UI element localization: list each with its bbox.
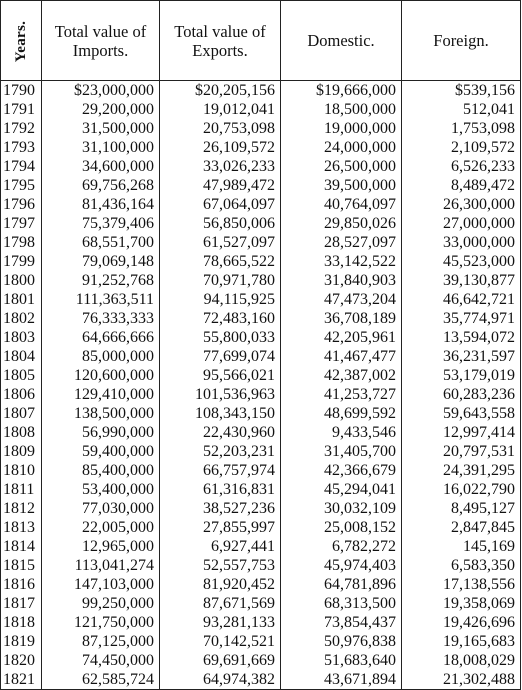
domestic-cell: 24,000,000 xyxy=(281,139,402,158)
domestic-cell: 50,976,838 xyxy=(281,632,402,651)
table-row xyxy=(1,253,521,272)
imports-cell: 31,100,000 xyxy=(42,139,160,158)
exports-cell: 69,691,669 xyxy=(160,651,281,670)
domestic-cell: 31,840,903 xyxy=(281,272,402,291)
domestic-cell: 73,854,437 xyxy=(281,613,402,632)
table-row xyxy=(1,575,521,594)
imports-cell: 87,125,000 xyxy=(42,632,160,651)
exports-cell: 33,026,233 xyxy=(160,158,281,177)
exports-cell: 19,012,041 xyxy=(160,101,281,120)
table-row xyxy=(1,386,521,405)
imports-cell: 76,333,333 xyxy=(42,310,160,329)
table-row xyxy=(1,310,521,329)
exports-cell: 27,855,997 xyxy=(160,518,281,537)
exports-cell: 61,316,831 xyxy=(160,480,281,499)
foreign-cell: 6,526,233 xyxy=(402,158,521,177)
table-row xyxy=(1,120,521,139)
foreign-cell: 13,594,072 xyxy=(402,329,521,348)
exports-cell: 95,566,021 xyxy=(160,367,281,386)
imports-cell: 29,200,000 xyxy=(42,101,160,120)
table-row xyxy=(1,272,521,291)
year-cell: 1802 xyxy=(1,310,42,329)
domestic-cell: 30,032,109 xyxy=(281,499,402,518)
table-row xyxy=(1,139,521,158)
exports-cell: 22,430,960 xyxy=(160,423,281,442)
exports-cell: 78,665,522 xyxy=(160,253,281,272)
foreign-cell: 2,109,572 xyxy=(402,139,521,158)
domestic-cell: 64,781,896 xyxy=(281,575,402,594)
year-cell: 1812 xyxy=(1,499,42,518)
year-cell: 1818 xyxy=(1,613,42,632)
exports-cell: 108,343,150 xyxy=(160,404,281,423)
exports-cell: 70,971,780 xyxy=(160,272,281,291)
year-cell: 1797 xyxy=(1,215,42,234)
year-cell: 1803 xyxy=(1,329,42,348)
exports-cell: 38,527,236 xyxy=(160,499,281,518)
imports-cell: 74,450,000 xyxy=(42,651,160,670)
foreign-cell: 8,495,127 xyxy=(402,499,521,518)
imports-cell: 69,756,268 xyxy=(42,177,160,196)
header-imports: Total value of Imports. xyxy=(42,1,160,81)
exports-cell: 94,115,925 xyxy=(160,291,281,310)
foreign-cell: 39,130,877 xyxy=(402,272,521,291)
domestic-cell: 26,500,000 xyxy=(281,158,402,177)
domestic-cell: 29,850,026 xyxy=(281,215,402,234)
year-cell: 1795 xyxy=(1,177,42,196)
exports-cell: 72,483,160 xyxy=(160,310,281,329)
year-cell: 1807 xyxy=(1,404,42,423)
foreign-cell: 21,302,488 xyxy=(402,670,521,689)
imports-cell: 138,500,000 xyxy=(42,404,160,423)
table-row xyxy=(1,348,521,367)
header-row xyxy=(1,1,521,81)
table-row xyxy=(1,215,521,234)
year-cell: 1813 xyxy=(1,518,42,537)
table-row xyxy=(1,632,521,651)
imports-cell: 56,990,000 xyxy=(42,423,160,442)
domestic-cell: 42,205,961 xyxy=(281,329,402,348)
header-years xyxy=(1,1,42,81)
exports-cell: 81,920,452 xyxy=(160,575,281,594)
exports-cell: 67,064,097 xyxy=(160,196,281,215)
imports-cell: 85,000,000 xyxy=(42,348,160,367)
exports-cell: 20,753,098 xyxy=(160,120,281,139)
year-cell: 1794 xyxy=(1,158,42,177)
imports-cell: 111,363,511 xyxy=(42,291,160,310)
foreign-cell: 24,391,295 xyxy=(402,461,521,480)
table-row xyxy=(1,480,521,499)
foreign-cell: 36,231,597 xyxy=(402,348,521,367)
year-cell: 1804 xyxy=(1,348,42,367)
imports-cell: 62,585,724 xyxy=(42,670,160,689)
year-cell: 1805 xyxy=(1,367,42,386)
table-row xyxy=(1,651,521,670)
exports-cell: 52,203,231 xyxy=(160,442,281,461)
foreign-cell: 145,169 xyxy=(402,537,521,556)
year-cell: 1821 xyxy=(1,670,42,689)
year-cell: 1799 xyxy=(1,253,42,272)
table-row xyxy=(1,404,521,423)
exports-cell: 70,142,521 xyxy=(160,632,281,651)
imports-cell: 31,500,000 xyxy=(42,120,160,139)
table-row xyxy=(1,537,521,556)
imports-cell: $23,000,000 xyxy=(42,81,160,101)
exports-cell: 66,757,974 xyxy=(160,461,281,480)
foreign-cell: 512,041 xyxy=(402,101,521,120)
exports-cell: 101,536,963 xyxy=(160,386,281,405)
domestic-cell: 9,433,546 xyxy=(281,423,402,442)
foreign-cell: 19,426,696 xyxy=(402,613,521,632)
imports-cell: 99,250,000 xyxy=(42,594,160,613)
imports-cell: 113,041,274 xyxy=(42,556,160,575)
imports-cell: 75,379,406 xyxy=(42,215,160,234)
table-row xyxy=(1,291,521,310)
foreign-cell: 8,489,472 xyxy=(402,177,521,196)
imports-cell: 121,750,000 xyxy=(42,613,160,632)
domestic-cell: 40,764,097 xyxy=(281,196,402,215)
table-row xyxy=(1,234,521,253)
domestic-cell: 45,974,403 xyxy=(281,556,402,575)
year-cell: 1815 xyxy=(1,556,42,575)
foreign-cell: 2,847,845 xyxy=(402,518,521,537)
foreign-cell: 26,300,000 xyxy=(402,196,521,215)
year-cell: 1819 xyxy=(1,632,42,651)
table-row xyxy=(1,518,521,537)
imports-cell: 34,600,000 xyxy=(42,158,160,177)
imports-cell: 12,965,000 xyxy=(42,537,160,556)
year-cell: 1793 xyxy=(1,139,42,158)
imports-cell: 53,400,000 xyxy=(42,480,160,499)
foreign-cell: 6,583,350 xyxy=(402,556,521,575)
table-row xyxy=(1,499,521,518)
table-row xyxy=(1,594,521,613)
table-row xyxy=(1,461,521,480)
year-cell: 1817 xyxy=(1,594,42,613)
foreign-cell: 20,797,531 xyxy=(402,442,521,461)
domestic-cell: 18,500,000 xyxy=(281,101,402,120)
foreign-cell: 53,179,019 xyxy=(402,367,521,386)
imports-cell: 64,666,666 xyxy=(42,329,160,348)
year-cell: 1811 xyxy=(1,480,42,499)
domestic-cell: 33,142,522 xyxy=(281,253,402,272)
year-cell: 1816 xyxy=(1,575,42,594)
foreign-cell: 60,283,236 xyxy=(402,386,521,405)
domestic-cell: 42,387,002 xyxy=(281,367,402,386)
year-cell: 1808 xyxy=(1,423,42,442)
table-row xyxy=(1,670,521,689)
exports-cell: 77,699,074 xyxy=(160,348,281,367)
foreign-cell: $539,156 xyxy=(402,81,521,101)
domestic-cell: 68,313,500 xyxy=(281,594,402,613)
foreign-cell: 19,165,683 xyxy=(402,632,521,651)
foreign-cell: 33,000,000 xyxy=(402,234,521,253)
foreign-cell: 1,753,098 xyxy=(402,120,521,139)
exports-cell: 87,671,569 xyxy=(160,594,281,613)
domestic-cell: 51,683,640 xyxy=(281,651,402,670)
header-foreign: Foreign. xyxy=(402,1,521,81)
imports-cell: 120,600,000 xyxy=(42,367,160,386)
exports-cell: 6,927,441 xyxy=(160,537,281,556)
foreign-cell: 16,022,790 xyxy=(402,480,521,499)
year-cell: 1800 xyxy=(1,272,42,291)
imports-cell: 147,103,000 xyxy=(42,575,160,594)
domestic-cell: 25,008,152 xyxy=(281,518,402,537)
year-cell: 1806 xyxy=(1,386,42,405)
domestic-cell: 48,699,592 xyxy=(281,404,402,423)
domestic-cell: 19,000,000 xyxy=(281,120,402,139)
domestic-cell: 41,253,727 xyxy=(281,386,402,405)
table-row xyxy=(1,329,521,348)
domestic-cell: $19,666,000 xyxy=(281,81,402,101)
foreign-cell: 59,643,558 xyxy=(402,404,521,423)
domestic-cell: 39,500,000 xyxy=(281,177,402,196)
domestic-cell: 28,527,097 xyxy=(281,234,402,253)
foreign-cell: 18,008,029 xyxy=(402,651,521,670)
year-cell: 1791 xyxy=(1,101,42,120)
foreign-cell: 19,358,069 xyxy=(402,594,521,613)
table-header xyxy=(1,1,521,81)
domestic-cell: 45,294,041 xyxy=(281,480,402,499)
foreign-cell: 45,523,000 xyxy=(402,253,521,272)
year-cell: 1792 xyxy=(1,120,42,139)
table-row xyxy=(1,101,521,120)
header-years-label: Years. xyxy=(13,20,30,63)
year-cell: 1809 xyxy=(1,442,42,461)
exports-cell: 52,557,753 xyxy=(160,556,281,575)
header-domestic: Domestic. xyxy=(281,1,402,81)
imports-cell: 85,400,000 xyxy=(42,461,160,480)
exports-cell: 55,800,033 xyxy=(160,329,281,348)
imports-cell: 77,030,000 xyxy=(42,499,160,518)
exports-cell: 61,527,097 xyxy=(160,234,281,253)
table-row xyxy=(1,442,521,461)
imports-cell: 22,005,000 xyxy=(42,518,160,537)
domestic-cell: 43,671,894 xyxy=(281,670,402,689)
foreign-cell: 17,138,556 xyxy=(402,575,521,594)
exports-cell: 56,850,006 xyxy=(160,215,281,234)
domestic-cell: 31,405,700 xyxy=(281,442,402,461)
table-row xyxy=(1,177,521,196)
imports-cell: 68,551,700 xyxy=(42,234,160,253)
domestic-cell: 42,366,679 xyxy=(281,461,402,480)
foreign-cell: 35,774,971 xyxy=(402,310,521,329)
year-cell: 1790 xyxy=(1,81,42,101)
year-cell: 1798 xyxy=(1,234,42,253)
imports-cell: 81,436,164 xyxy=(42,196,160,215)
imports-cell: 59,400,000 xyxy=(42,442,160,461)
header-exports: Total value of Exports. xyxy=(160,1,281,81)
foreign-cell: 27,000,000 xyxy=(402,215,521,234)
table-row xyxy=(1,158,521,177)
table-row xyxy=(1,196,521,215)
imports-cell: 79,069,148 xyxy=(42,253,160,272)
year-cell: 1810 xyxy=(1,461,42,480)
imports-cell: 129,410,000 xyxy=(42,386,160,405)
domestic-cell: 41,467,477 xyxy=(281,348,402,367)
exports-cell: 93,281,133 xyxy=(160,613,281,632)
domestic-cell: 47,473,204 xyxy=(281,291,402,310)
foreign-cell: 46,642,721 xyxy=(402,291,521,310)
foreign-cell: 12,997,414 xyxy=(402,423,521,442)
year-cell: 1796 xyxy=(1,196,42,215)
domestic-cell: 6,782,272 xyxy=(281,537,402,556)
imports-cell: 91,252,768 xyxy=(42,272,160,291)
table-row xyxy=(1,81,521,101)
exports-cell: 47,989,472 xyxy=(160,177,281,196)
year-cell: 1801 xyxy=(1,291,42,310)
table-row xyxy=(1,367,521,386)
domestic-cell: 36,708,189 xyxy=(281,310,402,329)
table-row xyxy=(1,556,521,575)
exports-cell: $20,205,156 xyxy=(160,81,281,101)
table-row xyxy=(1,423,521,442)
exports-cell: 26,109,572 xyxy=(160,139,281,158)
table-body xyxy=(1,81,521,690)
exports-cell: 64,974,382 xyxy=(160,670,281,689)
year-cell: 1814 xyxy=(1,537,42,556)
year-cell: 1820 xyxy=(1,651,42,670)
table-row xyxy=(1,613,521,632)
